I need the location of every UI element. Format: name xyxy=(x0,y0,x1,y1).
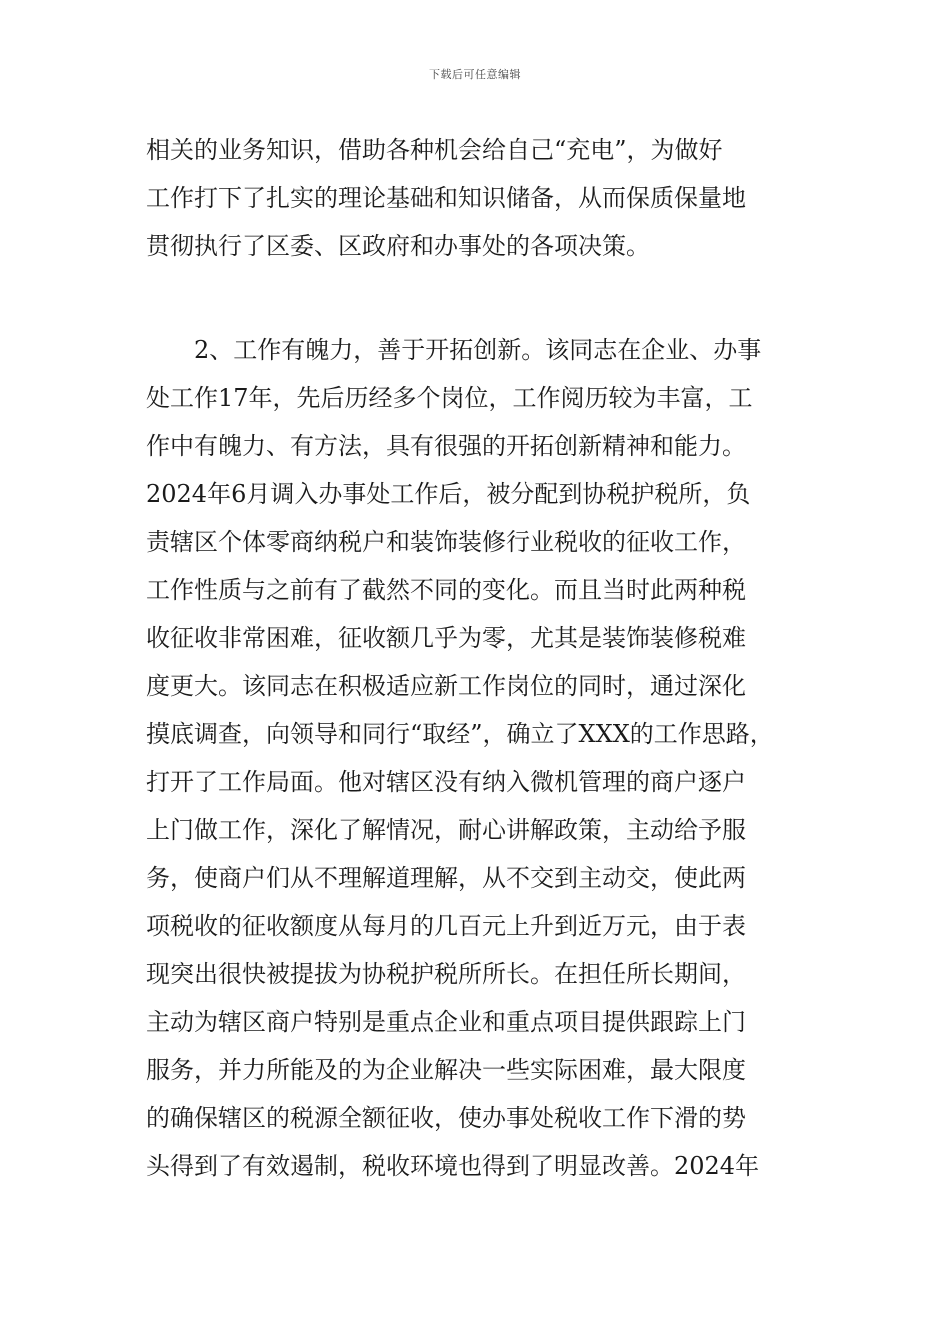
paragraph-1 xyxy=(146,126,816,270)
text-line: 服务，并力所能及的为企业解决一些实际困难，最大限度 xyxy=(146,1056,746,1084)
text-line: 现突出很快被提拔为协税护税所所长。在担任所长期间， xyxy=(146,960,746,988)
text-line: 打开了工作局面。他对辖区没有纳入微机管理的商户逐户 xyxy=(146,768,746,796)
text-line: 摸底调查，向领导和同行“取经”，确立了XXX的工作思路， xyxy=(146,720,774,748)
text-line: 上门做工作，深化了解情况，耐心讲解政策，主动给予服 xyxy=(146,816,746,844)
text-line: 度更大。该同志在积极适应新工作岗位的同时，通过深化 xyxy=(146,672,746,700)
text-line: 项税收的征收额度从每月的几百元上升到近万元，由于表 xyxy=(146,912,746,940)
text-line: 责辖区个体零商纳税户和装饰装修行业税收的征收工作， xyxy=(146,528,746,556)
text-line: 处工作17年，先后历经多个岗位，工作阅历较为丰富，工 xyxy=(146,384,753,412)
text-line: 工作打下了扎实的理论基础和知识储备，从而保质保量地 xyxy=(146,184,746,212)
text-line: 工作性质与之前有了截然不同的变化。而且当时此两种税 xyxy=(146,576,746,604)
paragraph-2 xyxy=(146,326,816,1190)
text-line: 主动为辖区商户特别是重点企业和重点项目提供跟踪上门 xyxy=(146,1008,746,1036)
text-line: 相关的业务知识，借助各种机会给自己“充电”，为做好 xyxy=(146,136,723,164)
page-header: 下载后可任意编辑 xyxy=(429,68,521,81)
text-line: 收征收非常困难，征收额几乎为零，尤其是装饰装修税难 xyxy=(146,624,746,652)
text-line: 贯彻执行了区委、区政府和办事处的各项决策。 xyxy=(146,232,650,260)
text-line: 作中有魄力、有方法，具有很强的开拓创新精神和能力。 xyxy=(146,432,746,460)
text-line: 2、工作有魄力，善于开拓创新。该同志在企业、办事 xyxy=(194,336,762,364)
text-line: 头得到了有效遏制，税收环境也得到了明显改善。2024年 xyxy=(146,1152,760,1180)
text-line: 的确保辖区的税源全额征收，使办事处税收工作下滑的势 xyxy=(146,1104,746,1132)
text-line: 务，使商户们从不理解道理解，从不交到主动交，使此两 xyxy=(146,864,746,892)
text-line: 2024年6月调入办事处工作后，被分配到协税护税所，负 xyxy=(146,480,751,508)
